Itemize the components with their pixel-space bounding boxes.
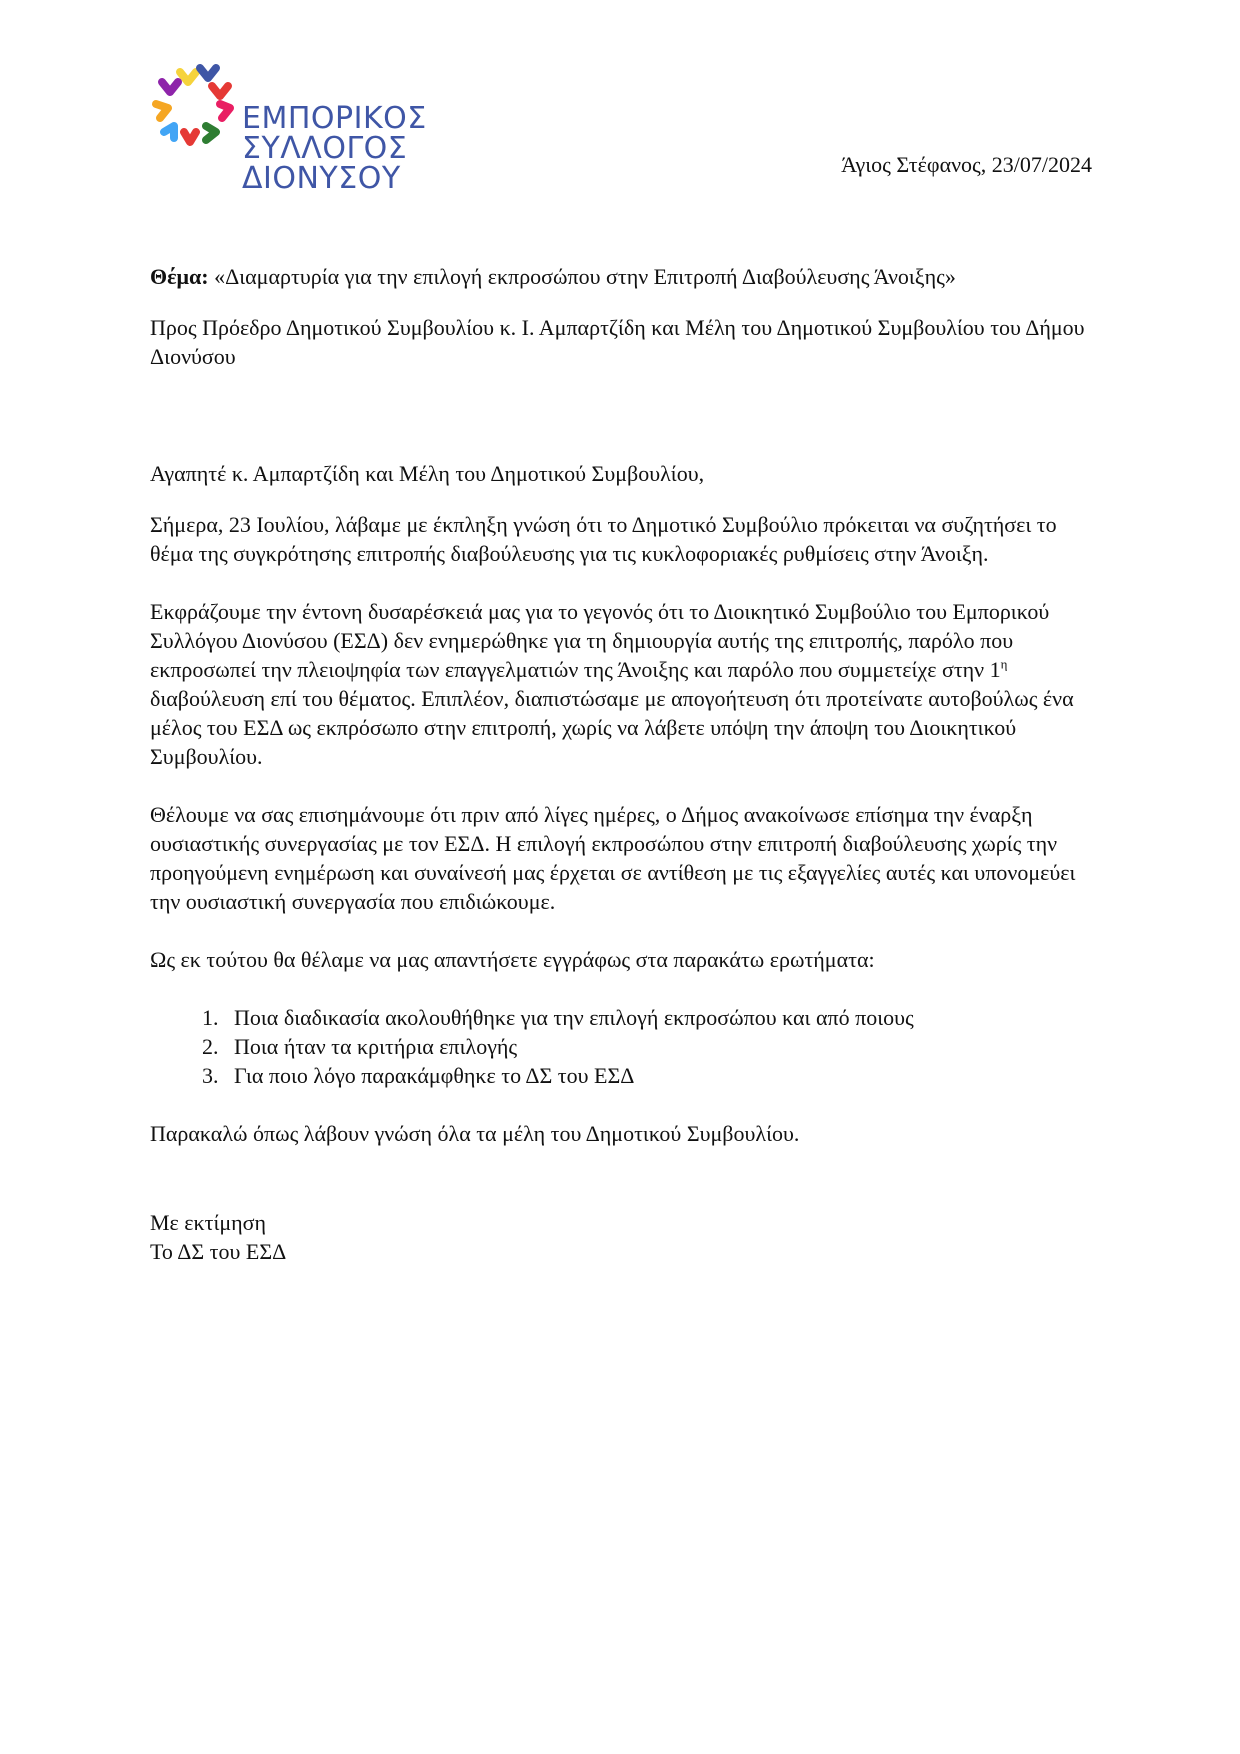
- recipient-line: Προς Πρόεδρο Δημοτικού Συμβουλίου κ. Ι. Αμπαρτζίδη και Μέλη του Δημοτικού Συμβουλίου του Δήμου Διονύσου: [150, 315, 1085, 369]
- ordinal-superscript: η: [1000, 656, 1008, 672]
- question-item: 1. Ποια διαδικασία ακολουθήθηκε για την επιλογή εκπροσώπου και από ποιους: [224, 1003, 1095, 1032]
- paragraph-2: [150, 597, 1095, 771]
- paragraph-2-before: Εκφράζουμε την έντονη δυσαρέσκειά μας για το γεγονός ότι το Διοικητικό Συμβούλιο του Εμπορικού Συλλόγου Διονύσου (ΕΣΔ) δεν ενημερώθηκε για τη δημιουργία αυτής της επιτροπής, παρόλο που εκπροσωπεί την πλειοψηφία των επαγγελματιών της Άνοιξης και παρόλο που συμμετείχε στην 1: [150, 599, 1050, 682]
- logo-wordmark: [242, 101, 427, 196]
- paragraph-2-after: διαβούλευση επί του θέματος. Επιπλέον, διαπιστώσαμε με απογοήτευση ότι προτείνατε αυτοβούλως ένα μέλος του ΕΣΔ ως εκπρόσωπο στην επιτροπή, χωρίς να λάβετε υπόψη την άποψη του Διοικητικού Συμβουλίου.: [150, 686, 1074, 769]
- association-logo: [150, 60, 440, 210]
- subject-text: «Διαμαρτυρία για την επιλογή εκπροσώπου στην Επιτροπή Διαβούλευσης Άνοιξης»: [208, 264, 956, 289]
- question-item: 3. Για ποιο λόγο παρακάμφθηκε το ΔΣ του ΕΣΔ: [224, 1061, 1095, 1090]
- logo-line-1: ΕΜΠΟΡΙΚΟΣ: [242, 101, 427, 136]
- question-item: 2. Ποια ήταν τα κριτήρια επιλογής: [224, 1032, 1095, 1061]
- signature-line: Το ΔΣ του ΕΣΔ: [150, 1239, 287, 1264]
- letter-body: [150, 262, 1095, 1266]
- subject-label: Θέμα:: [150, 264, 209, 289]
- logo-line-3: ΔΙΟΝΥΣΟΥ: [242, 161, 401, 196]
- closing-line: Με εκτίμηση: [150, 1210, 267, 1235]
- asterisk-heart-logo-icon: [150, 60, 240, 160]
- request-line: Παρακαλώ όπως λάβουν γνώση όλα τα μέλη του Δημοτικού Συμβουλίου.: [150, 1121, 800, 1146]
- greeting: Αγαπητέ κ. Αμπαρτζίδη και Μέλη του Δημοτικού Συμβουλίου,: [150, 461, 705, 486]
- logo-line-2: ΣΥΛΛΟΓΟΣ: [242, 131, 408, 166]
- questions-list: [150, 1003, 1095, 1090]
- paragraph-1: Σήμερα, 23 Ιουλίου, λάβαμε με έκπληξη γνώση ότι το Δημοτικό Συμβούλιο πρόκειται να συζητήσει το θέμα της συγκρότησης επιτροπής διαβούλευσης για τις κυκλοφοριακές ρυθμίσεις στην Άνοιξη.: [150, 512, 1057, 566]
- paragraph-3: Θέλουμε να σας επισημάνουμε ότι πριν από λίγες ημέρες, ο Δήμος ανακοίνωσε επίσημα την έναρξη ουσιαστικής συνεργασίας με τον ΕΣΔ. Η επιλογή εκπροσώπου στην επιτροπή διαβούλευσης χωρίς την προηγούμενη ενημέρωση και συναίνεσή μας έρχεται σε αντίθεση με τις εξαγγελίες αυτές και υπονομεύει την ουσιαστική συνεργασία που επιδιώκουμε.: [150, 802, 1076, 914]
- letter-date: Άγιος Στέφανος, 23/07/2024: [841, 152, 1092, 177]
- subject-line: [150, 262, 1095, 291]
- questions-intro: Ως εκ τούτου θα θέλαμε να μας απαντήσετε εγγράφως στα παρακάτω ερωτήματα:: [150, 947, 875, 972]
